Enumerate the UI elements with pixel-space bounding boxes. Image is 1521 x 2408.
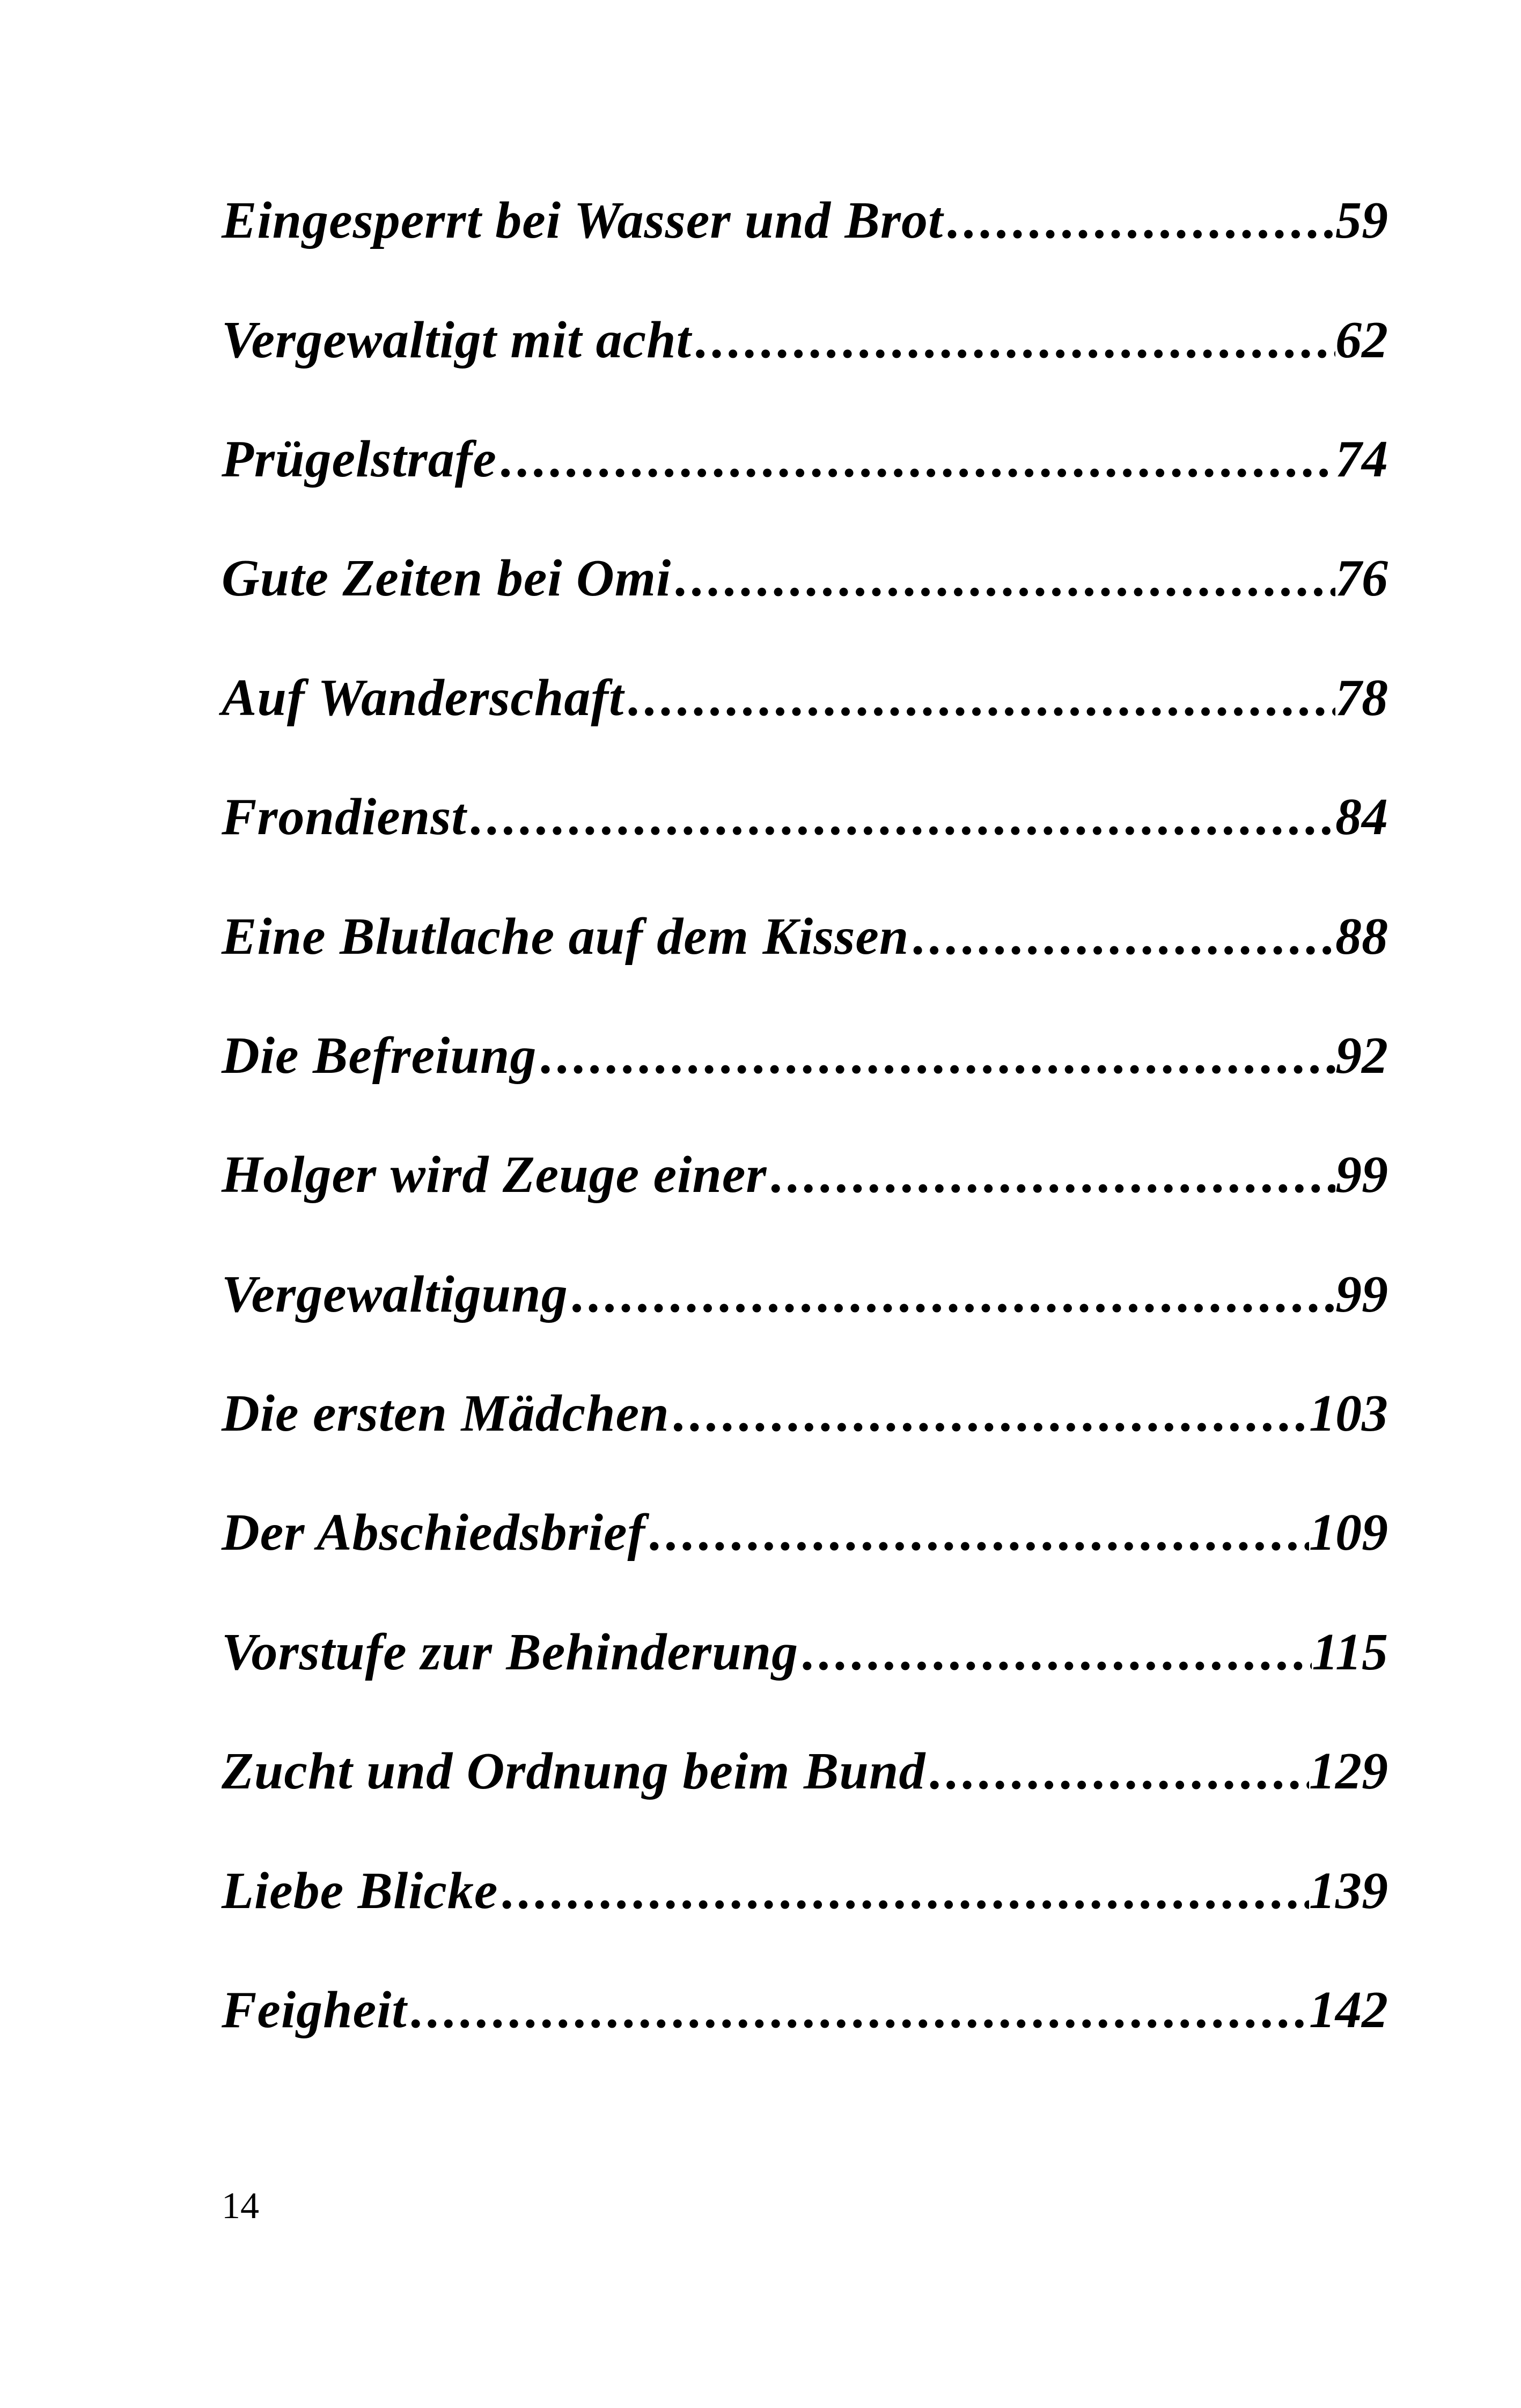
toc-entry [222, 638, 1388, 757]
toc-entry-page: 99 [1335, 1265, 1388, 1323]
toc-leader-dots [568, 1268, 1335, 1321]
toc-entry [222, 877, 1388, 996]
toc-entry [222, 519, 1388, 638]
toc-entry-title: Holger wird Zeuge einer [222, 1146, 767, 1204]
toc-leader-dots [467, 791, 1335, 843]
toc-entry [222, 280, 1388, 399]
toc-entry [222, 1473, 1388, 1592]
toc-entry-title: Die ersten Mädchen [222, 1385, 670, 1443]
toc-entry-page: 142 [1309, 1981, 1388, 2039]
toc-entry-page: 76 [1335, 549, 1388, 608]
toc-entry [222, 1593, 1388, 1712]
toc-entry-title: Feigheit [222, 1981, 407, 2039]
toc-entry-page: 99 [1335, 1146, 1388, 1204]
toc-entry-page: 88 [1335, 907, 1388, 966]
toc-entry-title: Die Befreiung [222, 1026, 537, 1085]
toc-leader-dots [497, 433, 1335, 485]
toc-entry-title: Liebe Blicke [222, 1861, 498, 1920]
toc-entry-title: Eingesperrt bei Wasser und Brot [222, 192, 944, 250]
toc-entry-page: 74 [1335, 430, 1388, 488]
toc-entry-title: Gute Zeiten bei Omi [222, 549, 672, 608]
toc-entry [222, 1950, 1388, 2070]
toc-leader-dots [909, 910, 1335, 963]
toc-leader-dots [624, 672, 1335, 724]
toc-entry-page: 103 [1309, 1385, 1388, 1443]
toc-entry-page: 59 [1335, 192, 1388, 250]
toc-entry-title: Vergewaltigung [222, 1265, 568, 1323]
toc-entry-page: 62 [1335, 311, 1388, 369]
toc-entry [222, 1831, 1388, 1950]
toc-entry-page: 139 [1309, 1861, 1388, 1920]
toc-entry [222, 1235, 1388, 1354]
toc-entry-page: 84 [1335, 788, 1388, 846]
toc-entry [222, 1712, 1388, 1831]
toc-leader-dots [925, 1745, 1309, 1798]
toc-leader-dots [498, 1865, 1309, 1917]
toc-entry [222, 1115, 1388, 1234]
toc-leader-dots [671, 552, 1335, 605]
toc-entry-page: 78 [1335, 668, 1388, 727]
page-number: 14 [222, 2185, 259, 2227]
toc-entry-title: Auf Wanderschaft [222, 668, 624, 727]
toc-entry-title: Prügelstrafe [222, 430, 497, 488]
toc-entry-title: Vergewaltigt mit acht [222, 311, 692, 369]
toc-entry-page: 109 [1309, 1504, 1388, 1562]
toc-leader-dots [670, 1387, 1309, 1440]
toc-leader-dots [692, 314, 1335, 366]
toc-entry [222, 996, 1388, 1115]
toc-leader-dots [407, 1984, 1309, 2036]
toc-entry-page: 115 [1312, 1623, 1388, 1681]
toc-entry [222, 1354, 1388, 1473]
toc-entry [222, 161, 1388, 280]
toc-leader-dots [537, 1029, 1335, 1082]
toc-entry-page: 129 [1309, 1742, 1388, 1801]
toc-entry [222, 400, 1388, 519]
toc-leader-dots [645, 1506, 1309, 1559]
toc-leader-dots [767, 1148, 1335, 1201]
toc-entry-title: Frondienst [222, 788, 467, 846]
toc-entry-title: Eine Blutlache auf dem Kissen [222, 907, 909, 966]
toc-entry [222, 757, 1388, 877]
table-of-contents [222, 161, 1388, 2070]
toc-leader-dots [798, 1626, 1312, 1678]
toc-entry-title: Der Abschiedsbrief [222, 1504, 646, 1562]
toc-entry-title: Vorstufe zur Behinderung [222, 1623, 799, 1681]
toc-leader-dots [943, 194, 1335, 247]
toc-entry-title: Zucht und Ordnung beim Bund [222, 1742, 926, 1801]
toc-entry-page: 92 [1335, 1026, 1388, 1085]
